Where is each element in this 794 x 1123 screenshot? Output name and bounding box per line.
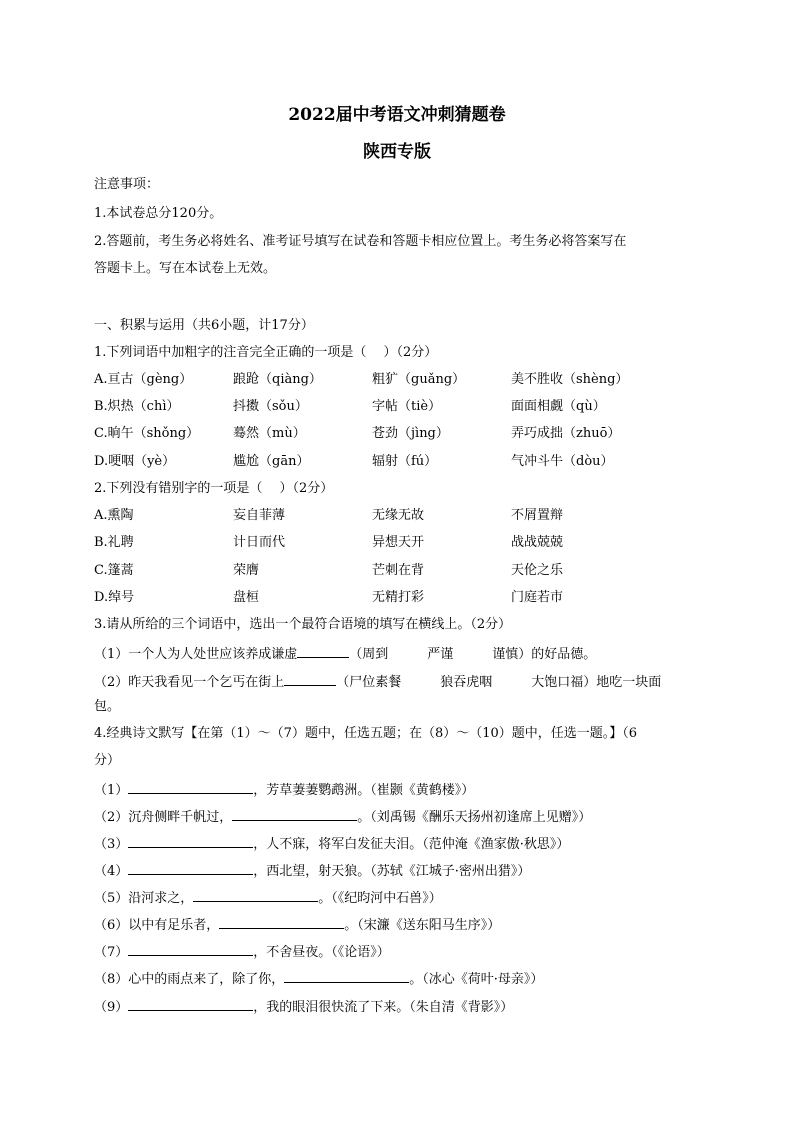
q4-item-suffix: ，芳草萋萋鹦鹉洲。（崔颢《黄鹤楼》） [253, 783, 475, 798]
q2-option: 无精打彩 [372, 590, 425, 605]
note-1: 1.本试卷总分120分。 [94, 206, 223, 221]
q2-option: 不屑置辩 [511, 508, 564, 523]
q1-option: 苍劲（jìng） [372, 426, 449, 441]
section-1-heading: 一、积累与运用（共6小题，计17分） [94, 318, 314, 333]
answer-blank[interactable] [284, 671, 336, 686]
q3-item-1-text-a: （1）一个人为人处世应该养成谦虚 [94, 647, 298, 662]
q4-item-suffix: 。（冰心《荷叶·母亲》） [409, 972, 544, 987]
q1-option: 美不胜收（shèng） [511, 372, 629, 387]
q4-item [94, 887, 442, 908]
q4-item-prefix: （2）沉舟侧畔千帆过， [94, 810, 233, 825]
q2-option: 门庭若市 [511, 590, 564, 605]
q2-option: 荣膺 [233, 563, 260, 578]
q3-stem: 3.请从所给的三个词语中，选出一个最符合语境的填写在横线上。（2分） [94, 617, 512, 632]
q2-option: A.熏陶 [94, 508, 134, 523]
q4-item-prefix: （9） [94, 1000, 129, 1015]
q4-item [94, 806, 591, 827]
q3-item-2-text-b: （尸位素餐 狼吞虎咽 大饱口福）地吃一块面 [336, 675, 662, 690]
q4-item [94, 941, 390, 962]
q4-item-suffix: 。（刘禹锡《酬乐天扬州初逢席上见赠》） [357, 810, 592, 825]
q1-option: 粗犷（guǎng） [372, 372, 466, 387]
q1-option: 弄巧成拙（zhuō） [511, 426, 621, 441]
q2-option: 盘桓 [233, 590, 260, 605]
q1-option: 踉跄（qiàng） [233, 372, 322, 387]
q1-option: B.炽热（chì） [94, 399, 180, 414]
answer-blank[interactable] [193, 887, 318, 902]
q4-item [94, 996, 513, 1017]
q4-item-suffix: 。（宋濂《送东阳马生序》） [344, 918, 501, 933]
answer-blank[interactable] [128, 996, 253, 1011]
q2-stem: 2.下列没有错别字的一项是（ ）（2分） [94, 481, 334, 496]
exam-title: 2022届中考语文冲刺猜题卷 [288, 105, 506, 125]
q4-item-suffix: ，人不寐，将军白发征夫泪。（范仲淹《渔家傲·秋思》） [253, 837, 570, 852]
answer-blank[interactable] [128, 860, 253, 875]
q4-item [94, 860, 530, 881]
q1-option: 抖擞（sǒu） [233, 399, 308, 414]
q4-stem-cont: 分） [94, 753, 121, 768]
q4-item-suffix: ，我的眼泪很快流了下来。（朱自清《背影》） [253, 1000, 514, 1015]
q4-item-prefix: （8）心中的雨点来了，除了你， [94, 972, 285, 987]
q1-stem: 1.下列词语中加粗字的注音完全正确的一项是（ ）（2分） [94, 345, 438, 360]
q1-option: A.亘古（gèng） [94, 372, 193, 387]
q4-item-prefix: （6）以中有足乐者， [94, 918, 220, 933]
q4-stem: 4.经典诗文默写【在第（1）～（7）题中，任选五题；在（8）～（10）题中，任选一题。】（6 [94, 726, 638, 741]
q1-option: 面面相觑（qù） [511, 399, 606, 414]
q3-item-2-cont: 包。 [94, 699, 121, 714]
note-2b: 答题卡上。写在本试卷上无效。 [94, 261, 277, 276]
answer-blank[interactable] [128, 833, 253, 848]
q4-item-suffix: ，西北望，射天狼。（苏轼《江城子·密州出猎》） [253, 864, 531, 879]
answer-blank[interactable] [219, 914, 344, 929]
answer-blank[interactable] [128, 779, 253, 794]
q3-item-1 [94, 643, 596, 664]
q4-item-prefix: （5）沿河求之， [94, 891, 194, 906]
q4-item-prefix: （4） [94, 864, 129, 879]
q2-option: 计日而代 [233, 535, 286, 550]
answer-blank[interactable] [232, 806, 357, 821]
q4-item [94, 779, 474, 800]
q4-item-prefix: （3） [94, 837, 129, 852]
q2-option: 芒刺在背 [372, 563, 425, 578]
q2-option: 无缘无故 [372, 508, 425, 523]
q4-item [94, 968, 543, 989]
q1-option: 蓦然（mù） [233, 426, 306, 441]
q1-option: 辐射（fú） [372, 454, 438, 469]
q2-option: 天伦之乐 [511, 563, 564, 578]
exam-subtitle: 陕西专版 [363, 142, 431, 162]
notes-heading: 注意事项： [94, 177, 160, 192]
q1-option: D.哽咽（yè） [94, 454, 176, 469]
q1-option: 气冲斗牛（dòu） [511, 454, 614, 469]
q4-item [94, 914, 500, 935]
q2-option: 异想天开 [372, 535, 425, 550]
q4-item-suffix: 。（《纪昀河中石兽》） [318, 891, 442, 906]
answer-blank[interactable] [297, 643, 349, 658]
note-2a: 2.答题前，考生务必将姓名、准考证号填写在试卷和答题卡相应位置上。考生务必将答案写在 [94, 234, 627, 249]
q3-item-2 [94, 671, 661, 692]
q2-option: 妄自菲薄 [233, 508, 286, 523]
q2-option: D.绰号 [94, 590, 135, 605]
q4-item-prefix: （7） [94, 945, 129, 960]
q3-item-2-text-a: （2）昨天我看见一个乞丐在街上 [94, 675, 285, 690]
q4-item [94, 833, 569, 854]
q2-option: B.礼聘 [94, 535, 134, 550]
answer-blank[interactable] [284, 968, 409, 983]
q1-option: 字帖（tiè） [372, 399, 442, 414]
q4-item-prefix: （1） [94, 783, 129, 798]
q1-option: 尴尬（gān） [233, 454, 310, 469]
q3-item-1-text-b: （周到 严谨 谨慎）的好品德。 [349, 647, 597, 662]
q1-option: C.晌午（shǒng） [94, 426, 200, 441]
answer-blank[interactable] [128, 941, 253, 956]
q2-option: 战战兢兢 [511, 535, 564, 550]
q4-item-suffix: ，不舍昼夜。（《论语》） [253, 945, 390, 960]
q2-option: C.篷蒿 [94, 563, 134, 578]
